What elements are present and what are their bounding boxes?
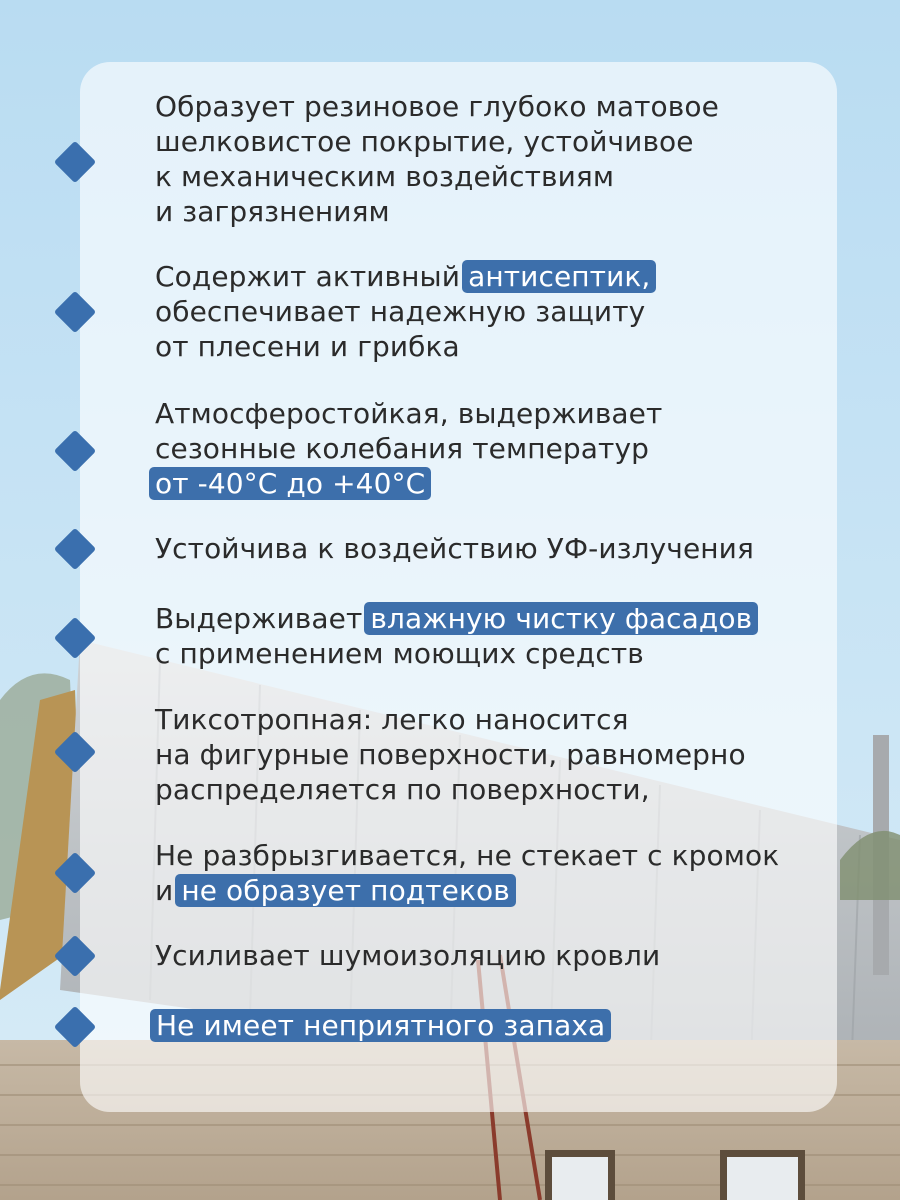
feature-text: с применением моющих средств — [155, 637, 644, 670]
feature-item — [148, 1008, 818, 1043]
feature-text: сезонные колебания температур — [155, 432, 650, 465]
feature-item — [155, 601, 825, 671]
feature-text: на фигурные поверхности, равномерно — [155, 738, 746, 771]
feature-text: Тиксотропная: легко наносится — [155, 703, 629, 736]
feature-text: к механическим воздействиям — [155, 160, 615, 193]
feature-text: и загрязнениям — [155, 195, 390, 228]
feature-item — [155, 702, 825, 807]
feature-text: Не разбрызгивается, не стекает с кромок — [155, 839, 780, 872]
feature-item — [155, 531, 825, 566]
feature-text: от плесени и грибка — [155, 330, 460, 363]
feature-text: и — [155, 874, 174, 907]
feature-text: Устойчива к воздействию УФ-излучения — [155, 532, 754, 565]
feature-item — [155, 259, 825, 364]
feature-text: обеспечивает надежную защиту — [155, 295, 646, 328]
highlight-badge: Не имеет неприятного запаха — [150, 1009, 611, 1042]
highlight-badge: от -40°С до +40°С — [149, 467, 431, 500]
feature-text: распределяется по поверхности, — [155, 773, 650, 806]
highlight-badge: антисептик, — [462, 260, 656, 293]
highlight-badge: не образует подтеков — [175, 874, 516, 907]
feature-item — [155, 396, 825, 501]
feature-text: Усиливает шумоизоляцию кровли — [155, 939, 661, 972]
feature-item — [155, 89, 825, 229]
feature-text: Содержит активный — [155, 260, 461, 293]
highlight-badge: влажную чистку фасадов — [364, 602, 758, 635]
feature-item — [155, 838, 825, 908]
feature-text: Выдерживает — [155, 602, 363, 635]
feature-text: Атмосферостойкая, выдерживает — [155, 397, 663, 430]
feature-item — [155, 938, 825, 973]
feature-text: Образует резиновое глубоко матовое — [155, 90, 719, 123]
feature-text: шелковистое покрытие, устойчивое — [155, 125, 694, 158]
